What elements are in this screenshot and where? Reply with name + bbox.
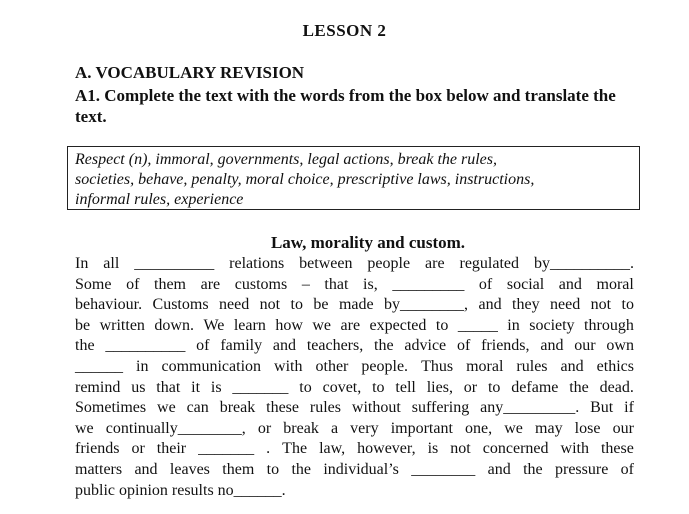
passage-word: by________, [384, 296, 469, 314]
passage-word: customs [234, 275, 288, 293]
passage-word: these [266, 399, 299, 417]
passage-word: lies, [426, 378, 453, 396]
passage-word: how [275, 316, 303, 334]
passage-word: or [257, 419, 272, 437]
passage-line [75, 419, 634, 440]
passage-word: our [612, 419, 634, 437]
passage-word: learn [233, 316, 266, 334]
passage-word: however, [357, 440, 416, 458]
passage-word: and [272, 337, 296, 355]
passage-word: We [203, 316, 225, 334]
word-box-line: societies, behave, penalty, moral choice, prescriptive laws, instructions, [75, 171, 535, 188]
passage-word: be [313, 296, 329, 314]
passage-word: In [75, 255, 89, 272]
passage-line [75, 336, 634, 357]
passage-word: their [156, 440, 187, 458]
passage-word: can [186, 399, 209, 417]
task-heading: A1. Complete the text with the words from the box below and translate the text. [75, 86, 616, 126]
passage-line [75, 460, 634, 481]
passage-word: we [504, 419, 523, 437]
passage-line [75, 316, 634, 337]
passage-word: Customs [152, 296, 209, 314]
passage-word: important [390, 419, 453, 437]
passage-line [75, 357, 634, 378]
passage-word: The [282, 440, 308, 458]
passage-word: of [620, 460, 634, 478]
passage-word: through [584, 316, 634, 334]
passage-word: covet, [322, 378, 362, 396]
section-heading: A. VOCABULARY REVISION [75, 63, 305, 82]
passage-word: matters [75, 460, 123, 478]
passage-word: break [219, 399, 256, 417]
passage-word: we [312, 316, 332, 334]
passage-word: _____ [457, 316, 498, 334]
passage-word: not [259, 296, 281, 314]
passage-line [75, 295, 634, 316]
passage-word: is [210, 378, 222, 396]
passage-word: that [156, 378, 181, 396]
passage-word: may [535, 419, 563, 437]
passage-word: people [367, 255, 411, 272]
passage-word: and [478, 296, 502, 314]
passage-word: to [372, 378, 385, 396]
passage-word: or [463, 378, 478, 396]
passage-word: __________ [134, 255, 215, 272]
text-title: Law, morality and custom. [270, 233, 466, 252]
passage-word: __________ [105, 337, 186, 355]
passage-word: concerned [482, 440, 549, 458]
passage-word: the [523, 460, 543, 478]
passage-word: expected [369, 316, 427, 334]
passage-word: in [507, 316, 520, 334]
passage-word: results [171, 481, 214, 499]
passage-word: suffering [411, 399, 470, 417]
passage-word: tell [395, 378, 416, 396]
passage-word: Thus [421, 357, 454, 375]
passage-word: the [569, 378, 589, 396]
passage-word: other [315, 357, 349, 375]
passage-word: the [75, 337, 95, 355]
passage-word: to [487, 378, 501, 396]
passage-line [75, 378, 634, 399]
passage-word: – [301, 275, 310, 293]
passage-word: and [560, 357, 584, 375]
passage-word: ________ [411, 460, 476, 478]
passage-word: if [624, 399, 634, 417]
passage-word: is [427, 440, 439, 458]
passage-word: Some [75, 275, 112, 293]
passage-word: teachers, [306, 337, 364, 355]
passage-text [75, 254, 634, 501]
passage-word: we [157, 399, 176, 417]
passage-word: is, [363, 275, 378, 293]
passage-word: no______. [217, 481, 286, 499]
passage-word: friends [75, 440, 120, 458]
passage-word: of [478, 275, 493, 293]
passage-word: _______ [232, 378, 289, 396]
passage-word: and [558, 275, 582, 293]
passage-word: But [590, 399, 614, 417]
passage-line [75, 275, 634, 296]
passage-word: break [283, 419, 319, 437]
passage-word: be [75, 316, 91, 334]
passage-word: one, [465, 419, 493, 437]
passage-word: advice [404, 337, 447, 355]
passage-word: communication [161, 357, 262, 375]
passage-word: are [425, 255, 445, 272]
passage-word: opinion [119, 481, 168, 499]
passage-word: not [450, 440, 471, 458]
passage-word: and [487, 460, 511, 478]
passage-word: to [299, 378, 312, 396]
passage-word: individual’s [323, 460, 399, 478]
passage-word: down. [154, 316, 194, 334]
passage-word: rules [309, 399, 342, 417]
passage-word: between [299, 255, 353, 272]
passage-word: Sometimes [75, 399, 147, 417]
passage-word: need [550, 296, 581, 314]
word-box [67, 146, 640, 210]
passage-word: people. [361, 357, 409, 375]
passage-word: pressure [555, 460, 609, 478]
passage-word: they [512, 296, 540, 314]
passage-word: very [350, 419, 379, 437]
passage-word: defame [511, 378, 559, 396]
word-box-line: Respect (n), immoral, governments, legal actions, break the rules, [75, 151, 497, 168]
passage-word: social [506, 275, 545, 293]
passage-word: behaviour. [75, 296, 143, 314]
passage-word: dead. [599, 378, 634, 396]
passage-line [75, 481, 634, 502]
passage-word: or [131, 440, 145, 458]
passage-word: them [222, 460, 255, 478]
passage-word: that [324, 275, 349, 293]
passage-word: of [196, 337, 210, 355]
passage-word: with [274, 357, 303, 375]
passage-word: of [126, 275, 140, 293]
passage-line [75, 439, 634, 460]
passage-word: friends, [481, 337, 530, 355]
passage-word: need [218, 296, 250, 314]
passage-word: without [351, 399, 401, 417]
passage-word: regulated [459, 255, 520, 272]
passage-word: in [136, 357, 149, 375]
passage-word: a [330, 419, 339, 437]
passage-line [75, 398, 634, 419]
passage-word: lose [574, 419, 601, 437]
passage-word: of [456, 337, 471, 355]
passage-word: and [540, 337, 564, 355]
passage-word: them [154, 275, 186, 293]
word-box-line: informal rules, experience [75, 191, 244, 208]
passage-word: written [99, 316, 145, 334]
passage-word: remind [75, 378, 121, 396]
passage-word: not [590, 296, 612, 314]
passage-word: all [103, 255, 120, 272]
passage-line [75, 254, 634, 275]
passage-word: _______ [198, 440, 255, 458]
passage-word: our [574, 337, 596, 355]
passage-word: us [131, 378, 146, 396]
passage-word: to [621, 296, 634, 314]
passage-word: . [266, 440, 271, 458]
passage-word: are [340, 316, 361, 334]
passage-word: it [191, 378, 201, 396]
passage-word: law, [319, 440, 346, 458]
passage-word: with [560, 440, 589, 458]
passage-word: moral [596, 275, 634, 293]
passage-word: family [220, 337, 263, 355]
passage-word: are [200, 275, 221, 293]
passage-word: moral [466, 357, 504, 375]
passage-word: to [435, 316, 449, 334]
passage-word: society [529, 316, 575, 334]
passage-word: made [338, 296, 374, 314]
passage-word: the [374, 337, 394, 355]
passage-word: leaves [169, 460, 210, 478]
passage-word: _________ [392, 275, 465, 293]
lesson-title: LESSON 2 [302, 21, 387, 40]
passage-word: own [606, 337, 634, 355]
passage-word: to [290, 296, 303, 314]
passage-word: any_________. [480, 399, 580, 417]
passage-word: we [75, 419, 94, 437]
passage-word: these [600, 440, 634, 458]
passage-word: ethics [596, 357, 634, 375]
passage-word: to [266, 460, 280, 478]
passage-word: continually________, [105, 419, 246, 437]
passage-word: by__________. [533, 255, 634, 272]
passage-word: rules [516, 357, 548, 375]
passage-word: ______ [75, 357, 123, 375]
passage-word: public [75, 481, 115, 499]
passage-word: and [134, 460, 158, 478]
passage-word: the [291, 460, 311, 478]
passage-word: relations [229, 255, 285, 272]
